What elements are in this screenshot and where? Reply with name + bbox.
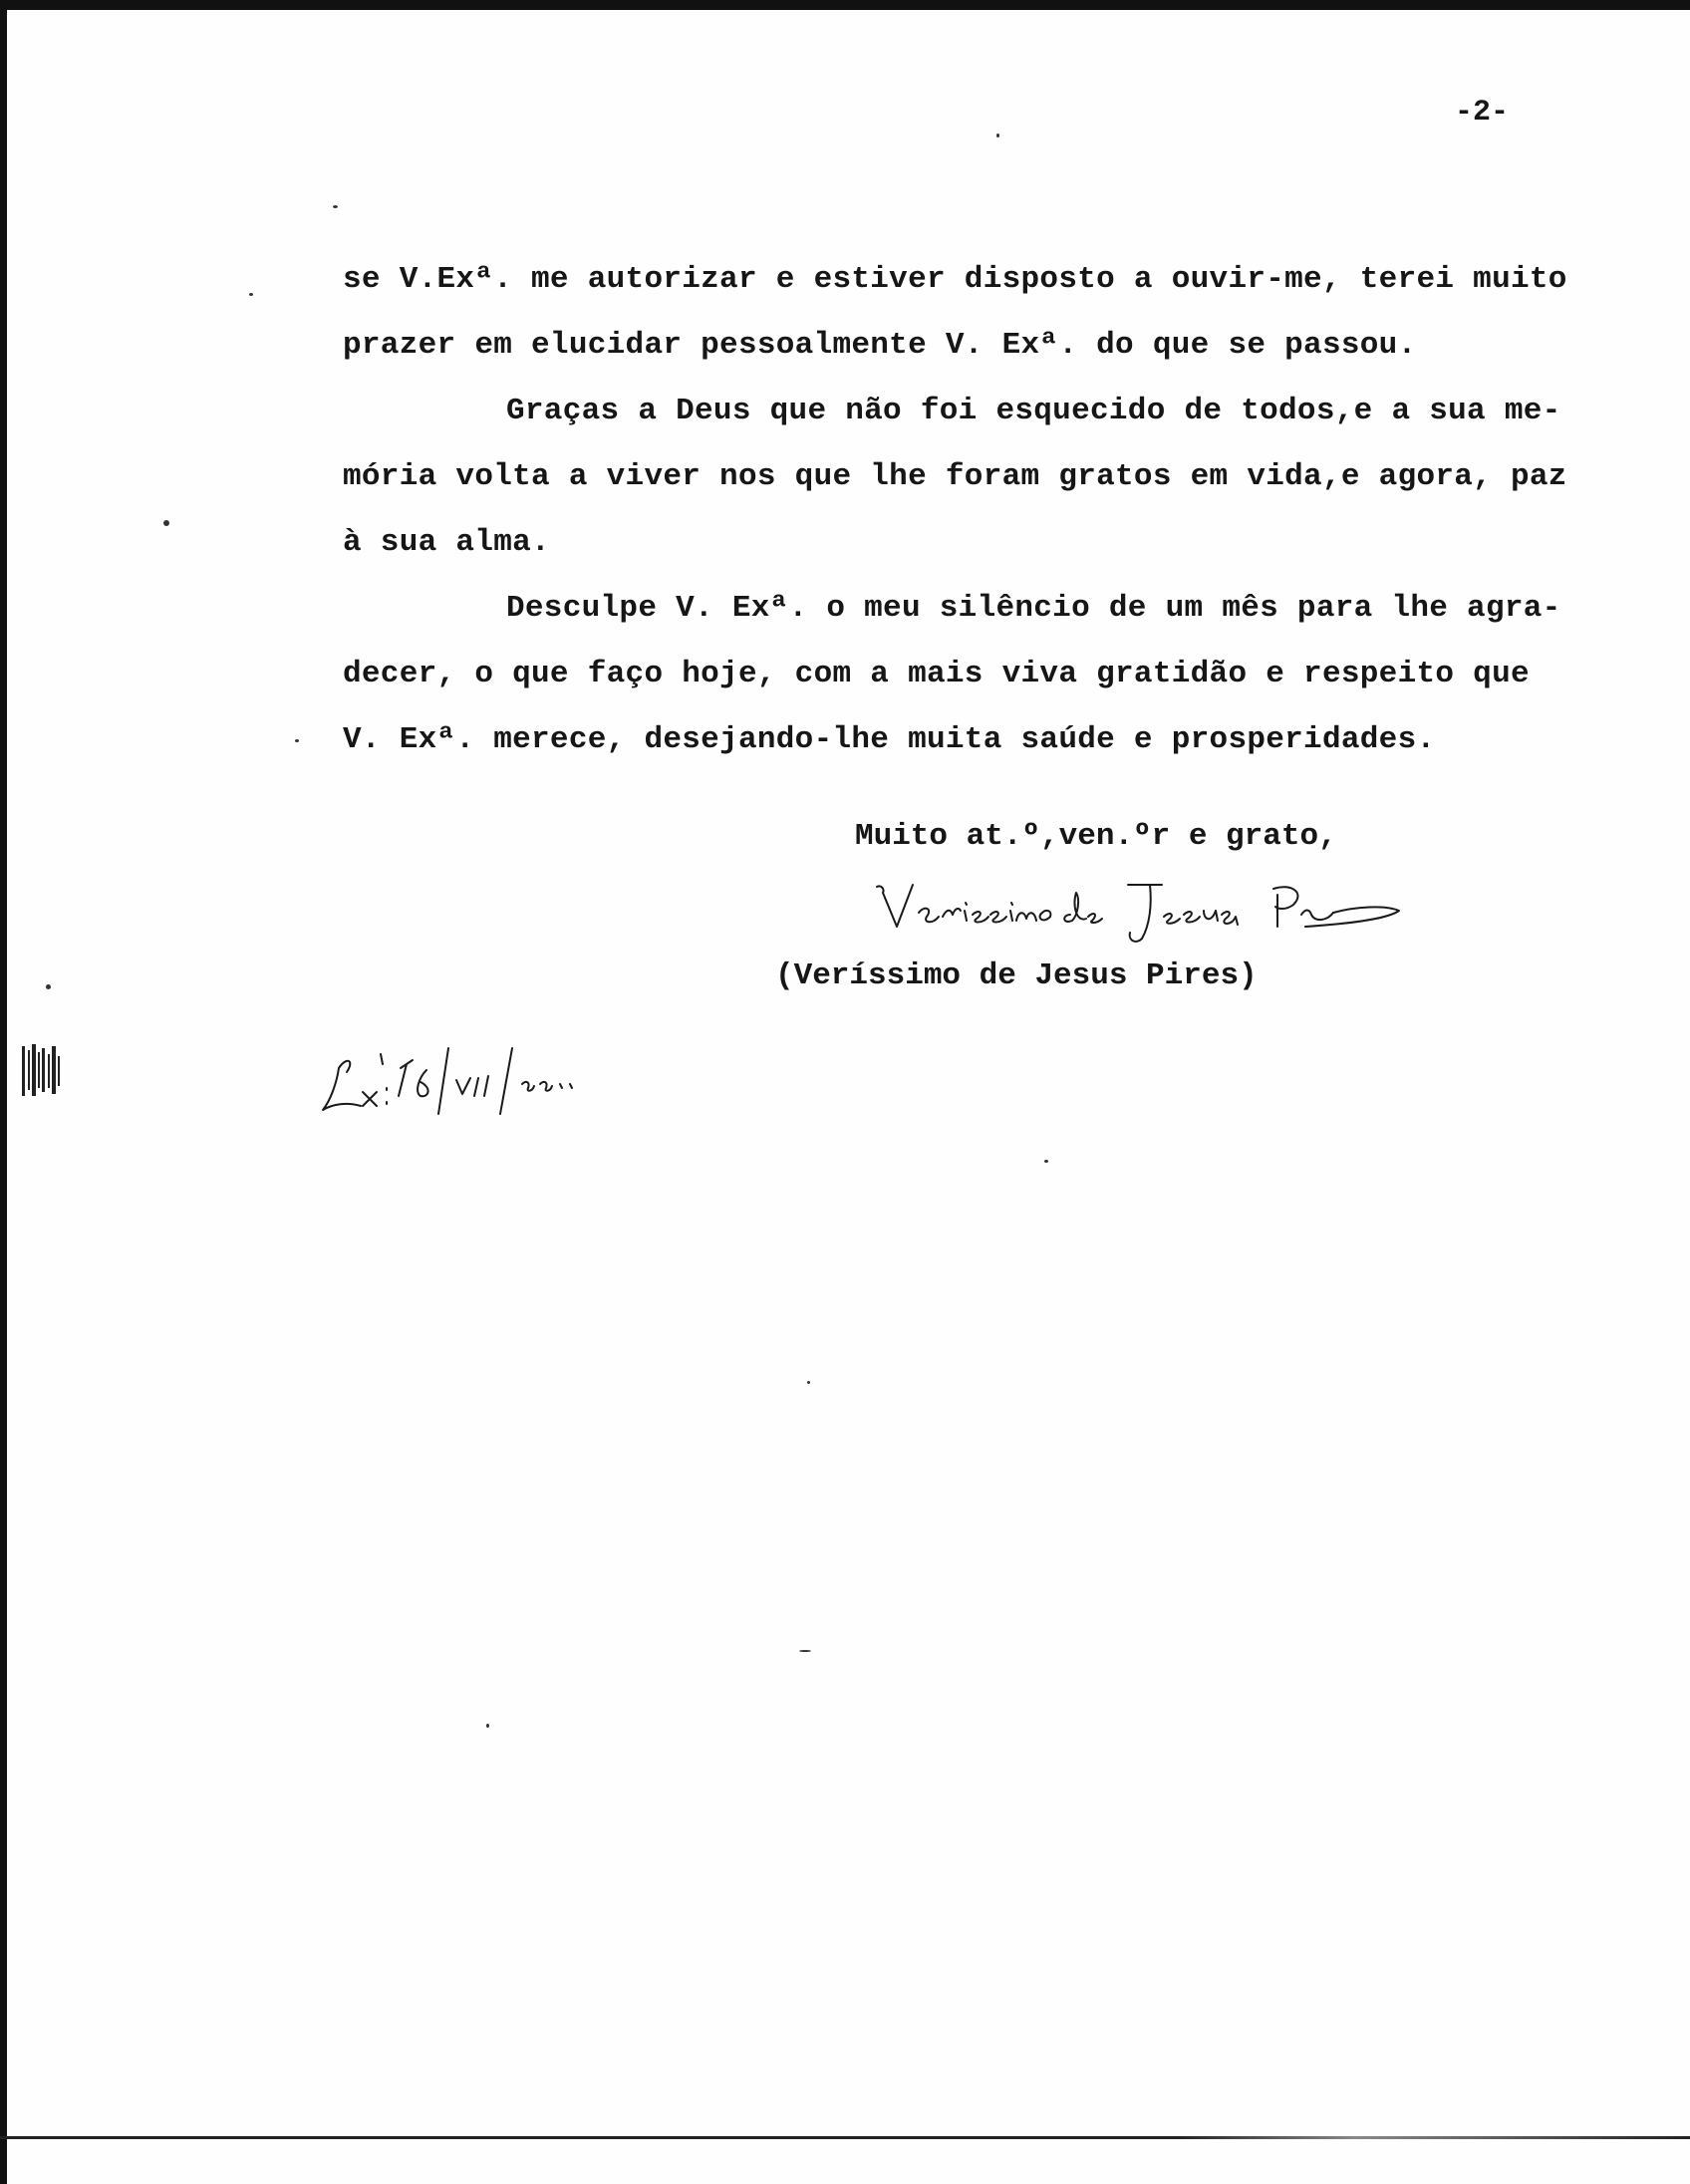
letter-body	[343, 247, 1638, 773]
letter-line: se V.Exª. me autorizar e estiver disposto a ouvir-me, terei muito	[343, 262, 1567, 297]
scan-border-bottom-fade	[1176, 2136, 1690, 2139]
letter-line: decer, o que faço hoje, com a mais viva gratidão e respeito que	[343, 657, 1530, 691]
scan-speck	[799, 1650, 811, 1652]
letter-line: prazer em elucidar pessoalmente V. Exª. do que se passou.	[343, 328, 1417, 363]
scan-speck	[807, 1381, 810, 1384]
scan-speck	[163, 520, 169, 526]
scan-speck	[996, 134, 999, 137]
typed-name: (Veríssimo de Jesus Pires)	[775, 958, 1258, 993]
scan-border-top	[0, 0, 1690, 10]
scan-speck	[295, 739, 299, 742]
letter-line: Desculpe V. Exª. o meu silêncio de um mês para lhe agra-	[506, 591, 1561, 626]
margin-scan-mark	[14, 1042, 74, 1100]
scan-speck	[333, 205, 338, 208]
letter-line: Graças a Deus que não foi esquecido de todos,e a sua me-	[506, 394, 1561, 428]
scan-speck	[1044, 1160, 1048, 1163]
handwritten-date-note	[317, 1032, 636, 1118]
scan-border-left	[0, 0, 7, 2184]
letter-line: V. Exª. merece, desejando-lhe muita saúde e prosperidades.	[343, 722, 1436, 757]
closing-salutation: Muito at.º,ven.ºr e grato,	[855, 819, 1337, 854]
letter-line: mória volta a viver nos que lhe foram gratos em vida,e agora, paz	[343, 459, 1567, 494]
scan-speck	[249, 293, 253, 296]
page-number: -2-	[1455, 96, 1510, 130]
scan-speck	[486, 1724, 489, 1728]
handwritten-signature	[867, 865, 1405, 945]
scan-speck	[46, 984, 51, 989]
letter-line: à sua alma.	[343, 525, 550, 560]
